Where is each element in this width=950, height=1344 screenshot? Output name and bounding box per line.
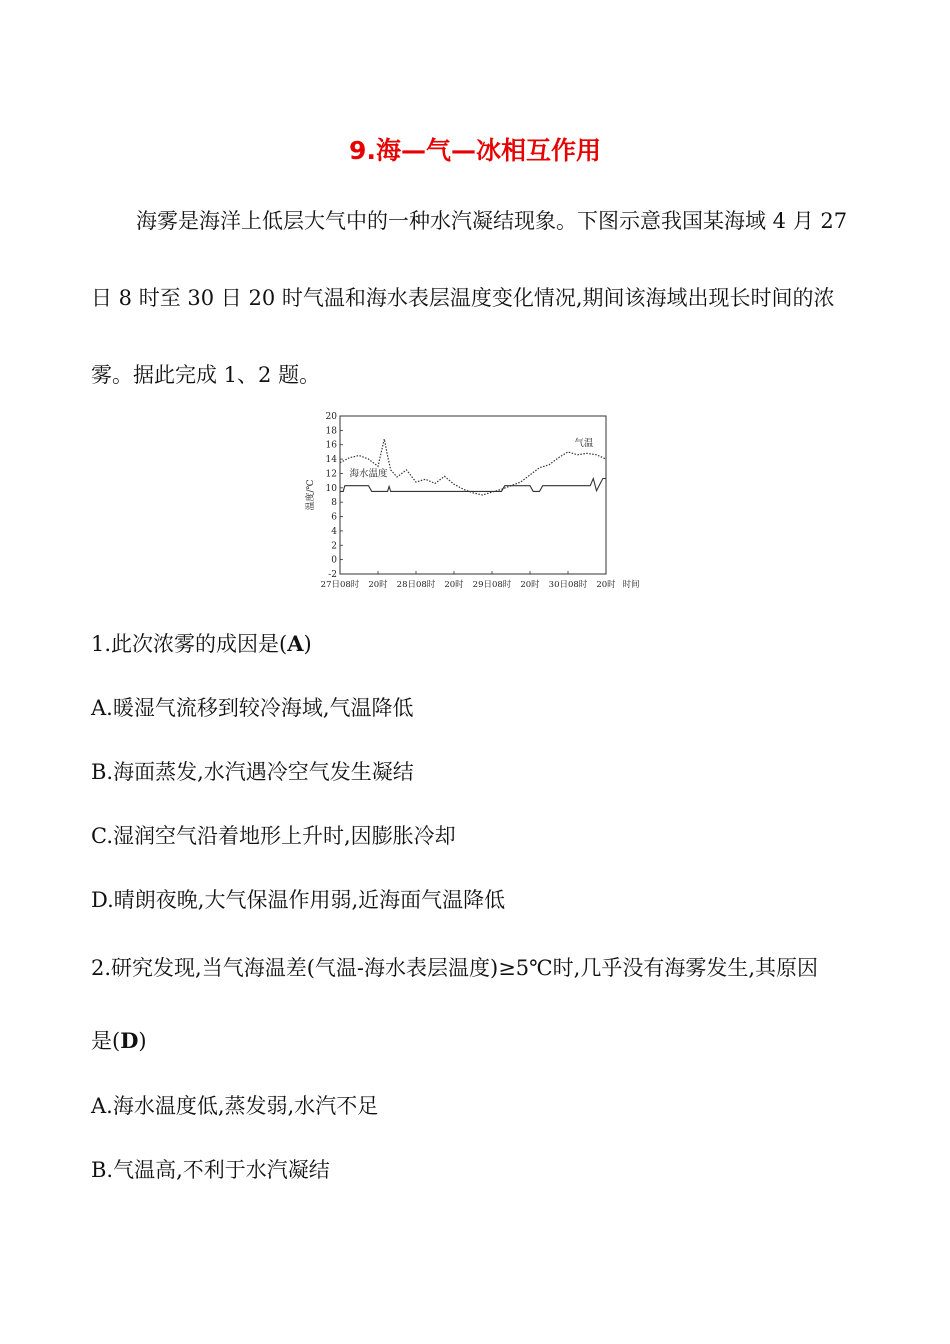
x-axis-label: 时间 <box>622 580 640 590</box>
y-tick-label: 20 <box>325 412 337 422</box>
x-tick-label: 20时 <box>368 580 388 590</box>
y-tick-label: 14 <box>325 455 337 466</box>
sea-temperature-label: 海水温度 <box>349 468 388 480</box>
x-tick-label: 20时 <box>520 580 540 590</box>
question-1 <box>91 628 312 658</box>
y-tick-label: 0 <box>331 555 337 566</box>
q2-option-b: B.气温高,不利于水汽凝结 <box>91 1158 330 1182</box>
sea-temperature-line <box>340 479 606 492</box>
q1-option-a: A.暖湿气流移到较冷海域,气温降低 <box>91 696 414 720</box>
y-tick-label: 18 <box>325 426 337 437</box>
y-tick-label: 6 <box>331 512 337 523</box>
question-1-close: ) <box>303 632 312 656</box>
y-tick-label: 12 <box>325 469 337 480</box>
question-2-line-2 <box>91 1025 147 1055</box>
intro-paragraph: 海雾是海洋上低层大气中的一种水汽凝结现象。下图示意我国某海域 4 月 27 日 8 时至 30 日 20 时气温和海水表层温度变化情况,期间该海域出现长时间的浓雾。据此完成 1、2 题。 <box>91 209 848 387</box>
x-tick-label: 27日08时 <box>320 580 360 590</box>
q1-option-d: D.晴朗夜晚,大气保温作用弱,近海面气温降低 <box>91 888 506 912</box>
x-tick-label: 30日08时 <box>548 580 588 590</box>
q1-option-c: C.湿润空气沿着地形上升时,因膨胀冷却 <box>91 824 456 848</box>
air-temperature-line <box>340 439 606 495</box>
air-temperature-label: 气温 <box>574 438 594 450</box>
x-tick-label: 28日08时 <box>396 580 436 590</box>
question-1-answer: A <box>287 631 304 656</box>
y-tick-label: -2 <box>328 570 337 580</box>
q1-option-b: B.海面蒸发,水汽遇冷空气发生凝结 <box>91 760 414 784</box>
plot-frame <box>340 416 606 574</box>
question-2-answer: D <box>120 1028 139 1053</box>
question-2-line-1: 2.研究发现,当气海温差(气温-海水表层温度)≥5℃时,几乎没有海雾发生,其原因 <box>91 956 818 980</box>
question-2-stem: 是( <box>91 1029 121 1053</box>
y-tick-label: 10 <box>325 483 337 494</box>
y-tick-label: 2 <box>331 541 337 552</box>
x-tick-label: 20时 <box>444 580 464 590</box>
temperature-chart <box>300 408 660 598</box>
question-1-stem: 1.此次浓雾的成因是( <box>91 632 288 656</box>
page-title: 9.海—气—冰相互作用 <box>349 136 601 165</box>
y-tick-label: 8 <box>331 498 337 509</box>
y-tick-label: 4 <box>331 526 337 537</box>
q2-option-a: A.海水温度低,蒸发弱,水汽不足 <box>91 1094 379 1118</box>
y-axis-label: 温度/℃ <box>306 479 316 511</box>
question-2-close: ) <box>138 1029 147 1053</box>
x-tick-label: 20时 <box>596 580 616 590</box>
y-tick-label: 16 <box>325 440 337 451</box>
x-tick-label: 29日08时 <box>472 580 512 590</box>
